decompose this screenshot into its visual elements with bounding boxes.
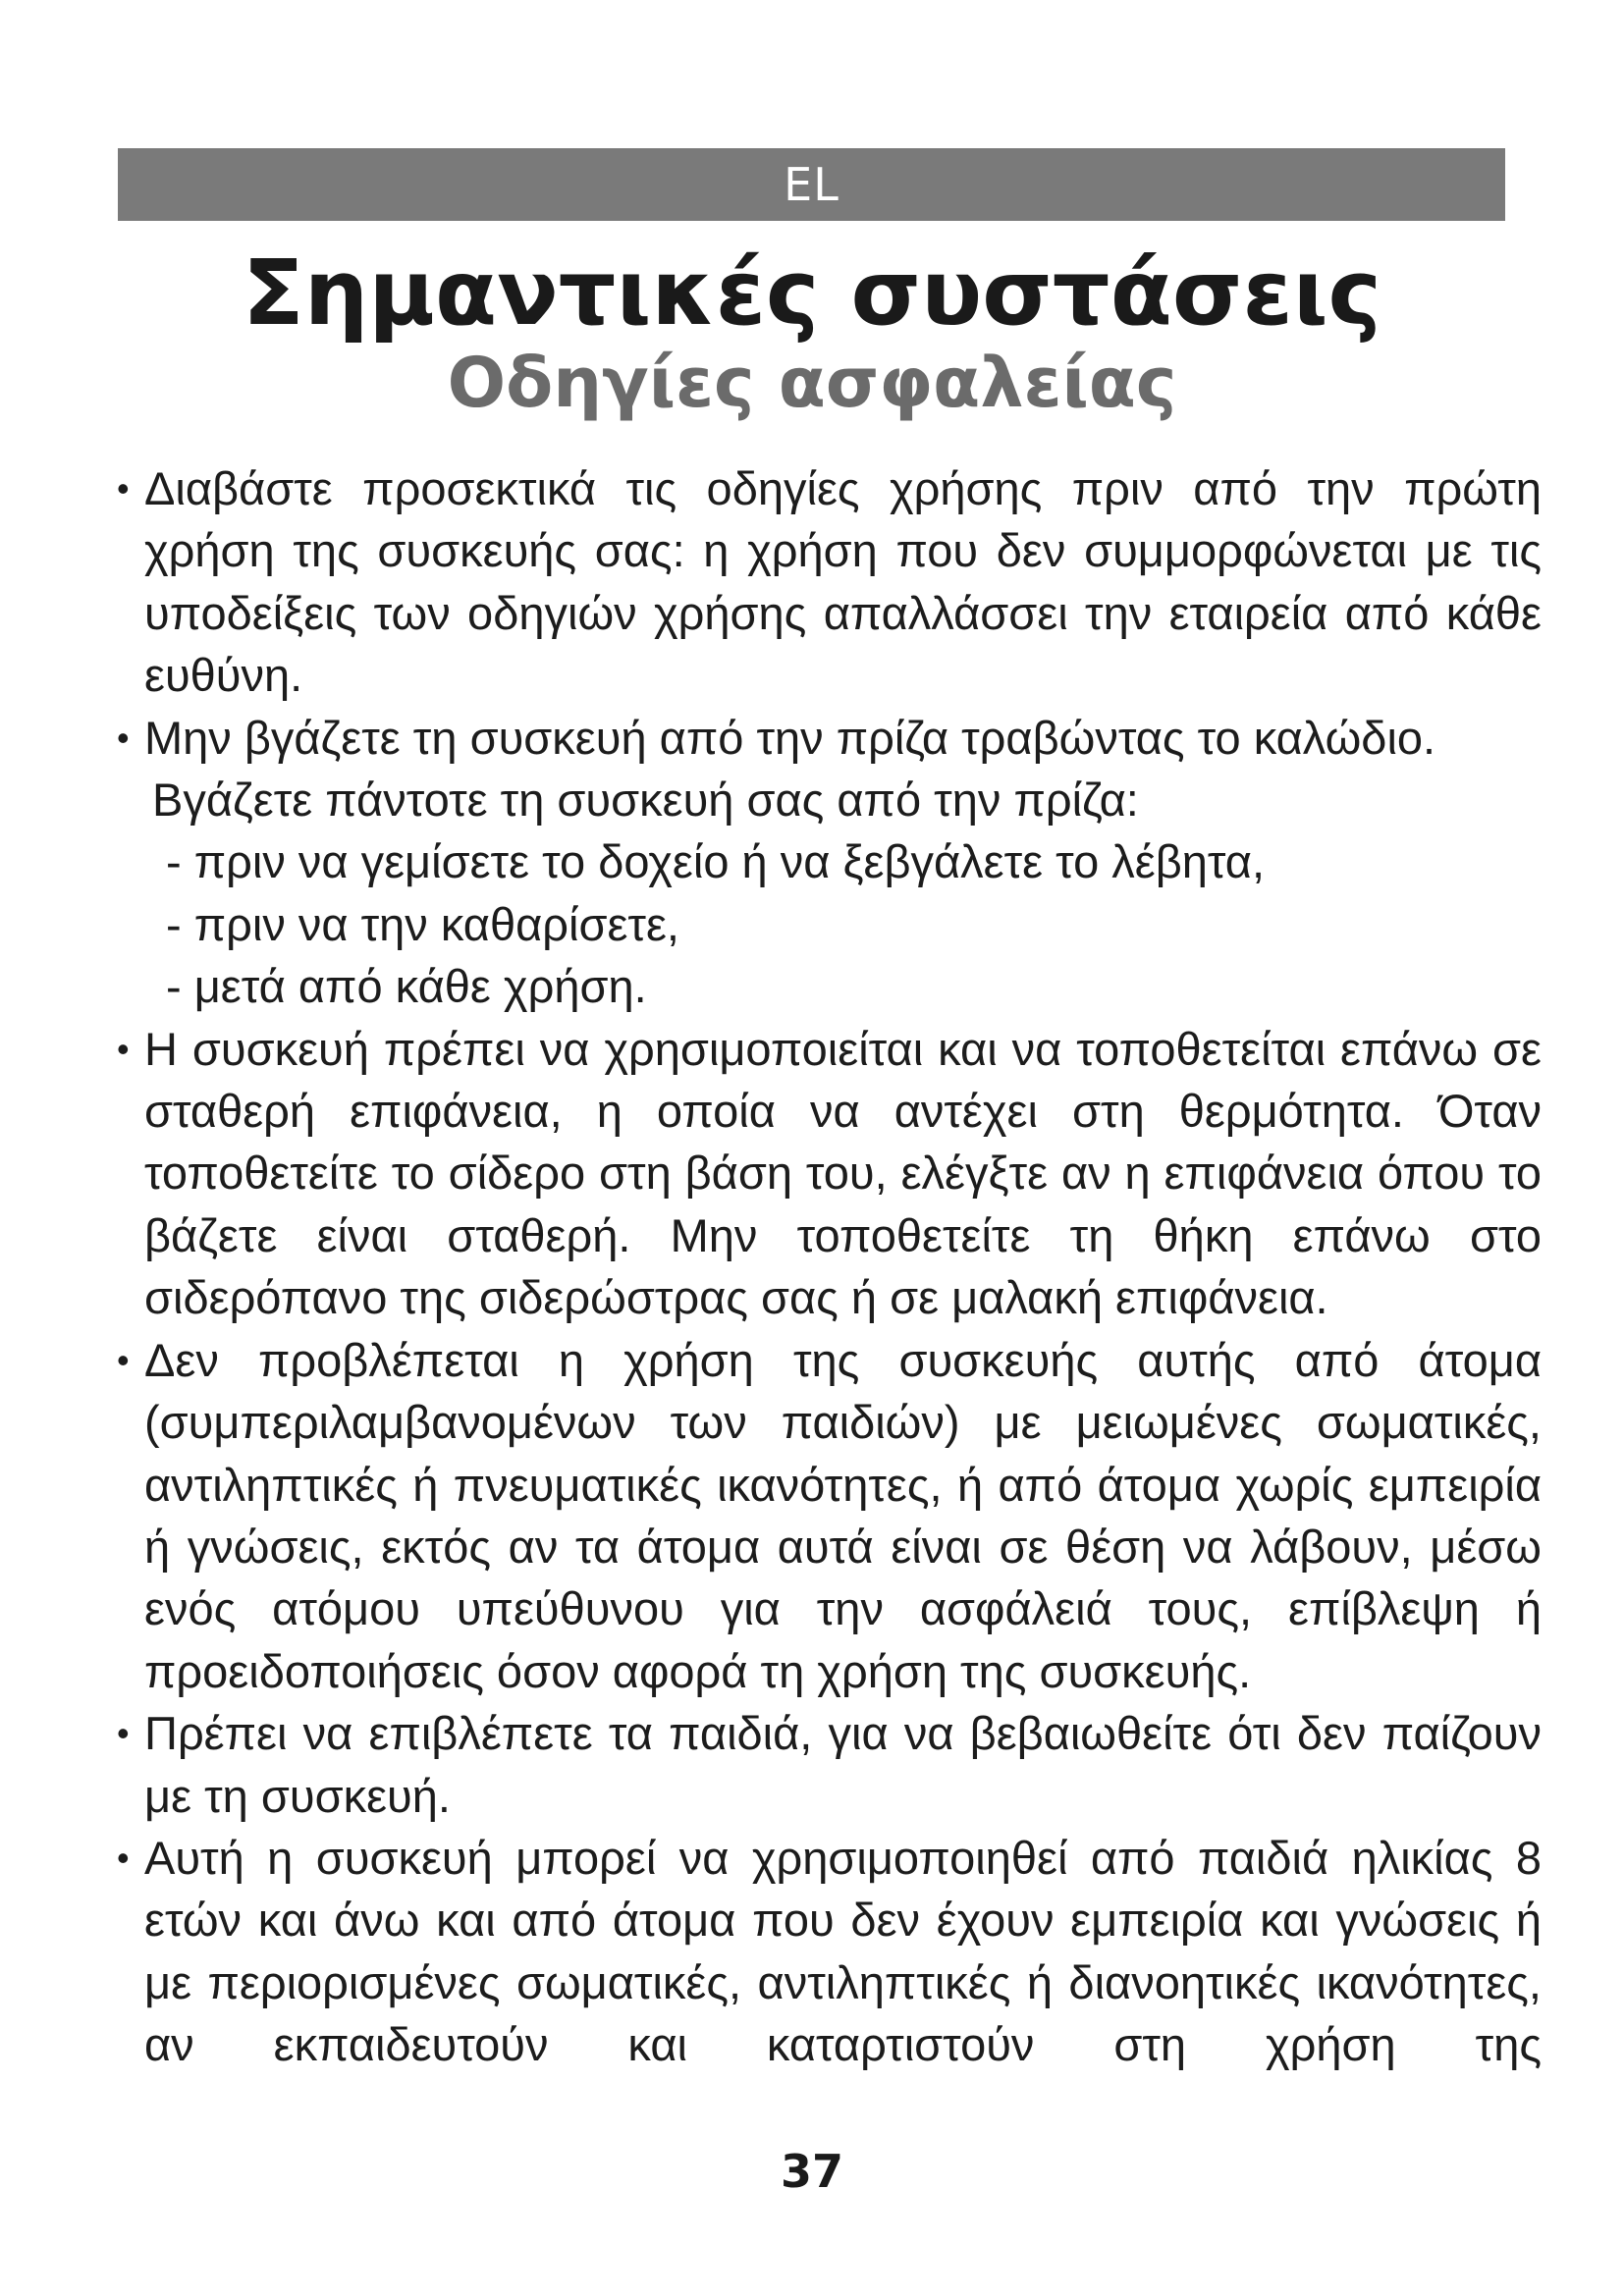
page-number: 37 (780, 2145, 843, 2198)
list-item-text: Πρέπει να επιβλέπετε τα παιδιά, για να βεβαιωθείτε ότι δεν παίζουν με τη συσκευή. (144, 1707, 1542, 1822)
list-item (113, 1702, 1542, 1827)
page-title: Σημαντικές συστάσεις (242, 240, 1382, 346)
list-item-text: Διαβάστε προσεκτικά τις οδηγίες χρήσης πριν από την πρώτη χρήση της συσκευής σας: η χρήση που δεν συμμορφώνεται με τις υποδείξεις των οδηγιών χρήσης απαλλάσσει την εταιρεία από κάθε ευθύνη. (144, 462, 1542, 702)
list-item (113, 1329, 1542, 1702)
list-item-intro: Βγάζετε πάντοτε τη συσκευή σας από την πρίζα: (152, 774, 1139, 827)
list-item (113, 457, 1542, 707)
list-item (113, 1018, 1542, 1329)
language-bar (118, 148, 1505, 221)
sub-list-item: - μετά από κάθε χρήση. (166, 960, 647, 1013)
list-item-text: Μην βγάζετε τη συσκευή από την πρίζα τραβώντας το καλώδιο. (144, 711, 1436, 764)
safety-instructions-list (113, 457, 1542, 2076)
page-subtitle: Οδηγίες ασφαλείας (447, 343, 1177, 423)
language-code: EL (784, 158, 839, 211)
sub-list-item: - πριν να την καθαρίσετε, (166, 897, 679, 950)
list-item-text: Η συσκευή πρέπει να χρησιμοποιείται και να τοποθετείται επάνω σε σταθερή επιφάνεια, η οποία να αντέχει στη θερμότητα. Όταν τοποθετείτε το σίδερο στη βάση του, ελέγξτε αν η επιφάνεια όπου το βάζετε είναι σταθερή. Μην τοποθετείτε τη θήκη επάνω στο σιδερόπανο της σιδερώστρας σας ή σε μαλακή επιφάνεια. (144, 1022, 1542, 1324)
bullet-icon: • (117, 468, 130, 508)
list-item-text: Δεν προβλέπεται η χρήση της συσκευής αυτής από άτομα (συμπεριλαμβανομένων των παιδιών) με μειωμένες σωματικές, αντιληπτικές ή πνευματικές ικανότητες, ή από άτομα χωρίς εμπειρία ή γνώσεις, εκτός αν τα άτομα αυτά είναι σε θέση να λάβουν, μέσω ενός ατόμου υπεύθυνου για την ασφάλειά τους, επίβλεψη ή προειδοποιήσεις όσον αφορά τη χρήση της συσκευής. (144, 1333, 1542, 1697)
list-item-text: Αυτή η συσκευή μπορεί να χρησιμοποιηθεί από παιδιά ηλικίας 8 ετών και άνω και από άτομα που δεν έχουν εμπειρία και γνώσεις ή με περιορισμένες σωματικές, αντιληπτικές ή διανοητικές ικανότητες, αν εκπαιδευτούν και καταρτιστούν στη χρήση της (144, 1831, 1542, 2071)
sub-list-item: - πριν να γεμίσετε το δοχείο ή να ξεβγάλετε το λέβητα, (166, 835, 1266, 888)
list-item (113, 1827, 1542, 2076)
bullet-icon: • (117, 1837, 130, 1878)
bullet-icon: • (117, 1713, 130, 1754)
bullet-icon: • (117, 717, 130, 758)
bullet-icon: • (117, 1339, 130, 1380)
list-item (113, 707, 1542, 1018)
bullet-icon: • (117, 1028, 130, 1069)
